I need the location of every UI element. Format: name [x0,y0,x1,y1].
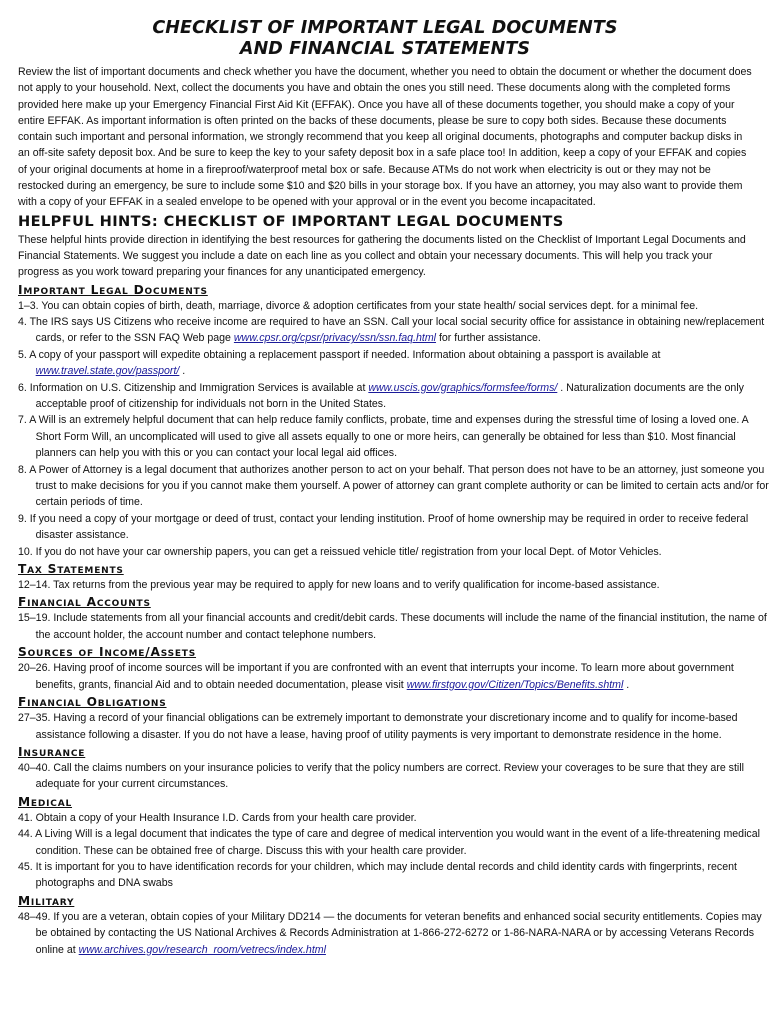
helpful-hints-paragraph: These helpful hints provide direction in identifying the best resources for gathering the documents listed on the Checklist of Important Legal Documents and Financial Statements. We suggest you include a date on each line as you collect and obtain your necessary documents. This will help you track your progress as you work toward preparing your finances for any unanticipated emergency. [18,233,746,279]
section-heading-military: Military [18,893,75,908]
list-item [18,660,770,693]
veterans-records-link[interactable]: www.archives.gov/research_room/vetrecs/index.html [78,943,326,956]
list-item: 1–3. You can obtain copies of birth, death, marriage, divorce & adoption certificates from your state health/ social services dept. for a minimal fee. [18,299,699,312]
helpful-hints-heading: HELPFUL HINTS: CHECKLIST OF IMPORTANT LEGAL DOCUMENTS [18,212,564,230]
ssn-faq-link[interactable]: www.cpsr.org/cpsr/privacy/ssn/ssn.faq.html [233,332,437,345]
list-item [18,314,770,347]
item-text: for further assistance. [436,332,541,345]
item-text: 4. The IRS says US Citizens who receive income are required to have an SSN. Call your local social security office for assistance in obtaining new/replacement cards, or refer to the SSN FAQ Web page [18,315,765,345]
item-text: 6. Information on U.S. Citizenship and Immigration Services is available at [18,381,369,394]
section-heading-legal-documents: Important Legal Documents [18,282,208,297]
section-heading-medical: Medical [18,794,73,809]
benefits-link[interactable]: www.firstgov.gov/Citizen/Topics/Benefits.shtml [406,678,624,691]
list-item: 12–14. Tax returns from the previous year may be required to apply for new loans and to verify qualification for income-based assistance. [18,579,660,592]
list-item [18,380,770,413]
list-item: 44. A Living Will is a legal document that indicates the type of care and degree of medical intervention you would want in the event of a life-threatening medical condition. These can be obtained free of charge. Discuss this with your health care provider. [18,828,760,857]
list-item: 15–19. Include statements from all your financial accounts and credit/debit cards. These documents will include the name of the financial institution, the name of the account holder, the account number and contact telephone numbers. [18,612,767,641]
section-heading-financial-obligations: Financial Obligations [18,695,167,710]
title-line-2: AND FINANCIAL STATEMENTS [239,39,531,59]
list-item: 41. Obtain a copy of your Health Insurance I.D. Cards from your health care provider. [18,811,417,824]
item-text: 48–49. If you are a veteran, obtain copies of your Military DD214 — the documents for veteran benefits and enhanced social security entitlements. Copies may be obtained by contacting the US National Archives & Records Administration at 1-866-272-6272 or 1-86-NARA-NARA or by accessing Veterans Records online at [18,910,762,956]
list-item: 7. A Will is an extremely helpful document that can help reduce family conflicts, probate, time and expenses during the stressful time of losing a loved one. A Short Form Will, an uncomplicated will used to give all assets equally to one or more heirs, can generally be obtained for less than $10. Most financial planners can help you with this or you can contact your local legal aid offices. [18,414,749,460]
list-item: 10. If you do not have your car ownership papers, you can get a reissued vehicle title/ registration from your local Dept. of Motor Vehicles. [18,545,662,558]
list-item [18,909,770,958]
uscis-forms-link[interactable]: www.uscis.gov/graphics/formsfee/forms/ [368,381,558,394]
list-item: 9. If you need a copy of your mortgage or deed of trust, contact your lending institution. Proof of home ownership may be required in order to receive federal disaster assistance. [18,512,749,542]
intro-paragraph: Review the list of important documents and check whether you have the document, whether you need to obtain the document or whether the document does not apply to your household. Next, collect the documents you have and obtain the ones you still need. These documents along with the completed forms provided here make up your Emergency Financial First Aid Kit (EFFAK). Once you have all of these documents together, you should make a copy of your entire EFFAK. As important information is often printed on the backs of these documents, please be sure to copy both sides. Because these documents contain such important and personal information, we strongly recommend that you keep all original documents, photographs and computer backup disks in an off-site safety deposit box. And be sure to keep the key to your safety deposit box in a safe place too! In addition, keep a copy of your EFFAK and copies of your original documents at home in a fireproof/waterproof metal box or safe. Because ATMs do not work when electricity is out or they may not be restocked during an emergency, be sure to include some $10 and $20 bills in your storage box. If you have an attorney, you may also want to provide them with a copy of your EFFAK in a sealed envelope to be opened with your approval or in the event you become incapacitated. [18,66,752,209]
list-item: 8. A Power of Attorney is a legal document that authorizes another person to act on your behalf. That person does not have to be an attorney, just someone you trust to make decisions for you if you cannot make them yourself. A power of attorney can grant complete authority or can be limited to certain acts and/or for certain periods of time. [18,463,769,509]
item-text: . Naturalization documents are the only acceptable proof of citizenship for individuals not born in the United States. [35,381,744,410]
item-text: 20–26. Having proof of income sources will be important if you are confronted with an event that interrupts your income. To learn more about government benefits, grants, financial Aid and to obtain needed documentation, please visit [18,662,734,691]
page-title [18,18,752,60]
list-item: 40–40. Call the claims numbers on your insurance policies to verify that the policy numbers are correct. Review your coverages to be sure that they are still adequate for your current circumstances. [18,761,744,791]
section-heading-insurance: Insurance [18,744,86,759]
item-text: . [179,365,186,378]
section-heading-tax-statements: Tax Statements [18,562,124,577]
item-text: 5. A copy of your passport will expedite obtaining a replacement passport if needed. Information about obtaining a passport is available at [18,348,661,361]
list-item: 27–35. Having a record of your financial obligations can be extremely important to demonstrate your discretionary income and to qualify for income-based assistance following a disaster. If you do not have a lease, having proof of utility payments is very important to demonstrate residence in the home. [18,712,738,741]
section-heading-income-assets: Sources of Income/Assets [18,645,197,660]
item-text: . [623,678,630,691]
passport-link[interactable]: www.travel.state.gov/passport/ [35,365,180,378]
title-line-1: CHECKLIST OF IMPORTANT LEGAL DOCUMENTS [152,18,618,38]
section-heading-financial-accounts: Financial Accounts [18,595,151,610]
list-item [18,347,770,380]
list-item: 45. It is important for you to have identification records for your children, which may include dental records and child identity cards with fingerprints, recent photographs and DNA swabs [18,860,737,890]
